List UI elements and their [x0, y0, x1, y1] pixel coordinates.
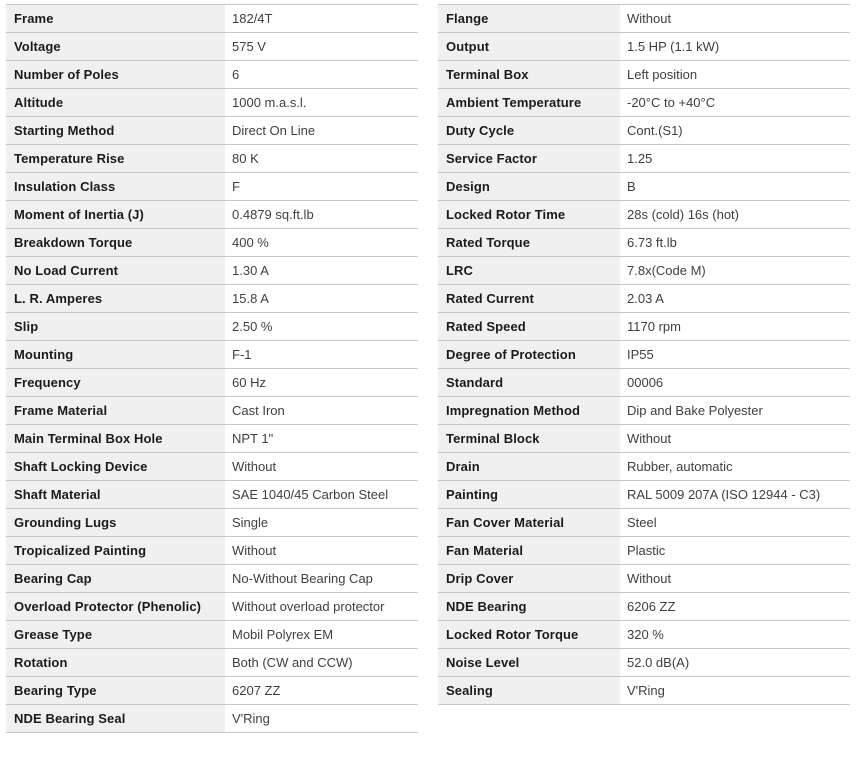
spec-value: Without	[620, 565, 850, 593]
spec-row	[438, 593, 850, 621]
spec-label: Impregnation Method	[438, 397, 620, 425]
spec-label: Number of Poles	[6, 61, 225, 89]
spec-row	[438, 61, 850, 89]
spec-label: Drain	[438, 453, 620, 481]
spec-value: Without	[620, 5, 850, 33]
spec-value: Without	[225, 453, 418, 481]
spec-row	[6, 341, 418, 369]
spec-row	[438, 117, 850, 145]
spec-label: LRC	[438, 257, 620, 285]
spec-value: 1170 rpm	[620, 313, 850, 341]
spec-label: Service Factor	[438, 145, 620, 173]
spec-row	[438, 677, 850, 705]
spec-row	[6, 453, 418, 481]
spec-label: Duty Cycle	[438, 117, 620, 145]
spec-label: Starting Method	[6, 117, 225, 145]
spec-label: L. R. Amperes	[6, 285, 225, 313]
spec-value: B	[620, 173, 850, 201]
spec-value: 0.4879 sq.ft.lb	[225, 201, 418, 229]
spec-label: Noise Level	[438, 649, 620, 677]
spec-label: Sealing	[438, 677, 620, 705]
spec-label: Rotation	[6, 649, 225, 677]
spec-value: No-Without Bearing Cap	[225, 565, 418, 593]
spec-label: Flange	[438, 5, 620, 33]
spec-value: Cont.(S1)	[620, 117, 850, 145]
spec-value: V'Ring	[225, 705, 418, 733]
spec-value: 1.25	[620, 145, 850, 173]
spec-value: 52.0 dB(A)	[620, 649, 850, 677]
spec-label: Temperature Rise	[6, 145, 225, 173]
spec-value: 60 Hz	[225, 369, 418, 397]
spec-row	[6, 229, 418, 257]
spec-row	[438, 89, 850, 117]
spec-value: 400 %	[225, 229, 418, 257]
spec-value: SAE 1040/45 Carbon Steel	[225, 481, 418, 509]
spec-value: 6207 ZZ	[225, 677, 418, 705]
spec-label: Degree of Protection	[438, 341, 620, 369]
spec-row	[6, 705, 418, 733]
spec-value: 7.8x(Code M)	[620, 257, 850, 285]
spec-row	[6, 369, 418, 397]
spec-table-left-body	[6, 5, 418, 733]
spec-row	[6, 285, 418, 313]
spec-label: Frame Material	[6, 397, 225, 425]
spec-row	[438, 5, 850, 33]
spec-value: F	[225, 173, 418, 201]
spec-label: No Load Current	[6, 257, 225, 285]
spec-label: Altitude	[6, 89, 225, 117]
spec-label: Bearing Cap	[6, 565, 225, 593]
spec-value: 182/4T	[225, 5, 418, 33]
spec-row	[6, 537, 418, 565]
spec-row	[6, 117, 418, 145]
spec-label: Frequency	[6, 369, 225, 397]
spec-value: Cast Iron	[225, 397, 418, 425]
spec-value: Without overload protector	[225, 593, 418, 621]
spec-value: Without	[620, 425, 850, 453]
spec-row	[438, 229, 850, 257]
spec-label: NDE Bearing Seal	[6, 705, 225, 733]
spec-row	[6, 61, 418, 89]
spec-value: 2.50 %	[225, 313, 418, 341]
spec-table-left	[6, 4, 418, 733]
spec-label: Locked Rotor Time	[438, 201, 620, 229]
spec-row	[438, 621, 850, 649]
spec-label: Tropicalized Painting	[6, 537, 225, 565]
spec-label: Rated Speed	[438, 313, 620, 341]
spec-value: 1.30 A	[225, 257, 418, 285]
spec-value: 28s (cold) 16s (hot)	[620, 201, 850, 229]
spec-value: 6206 ZZ	[620, 593, 850, 621]
spec-label: Main Terminal Box Hole	[6, 425, 225, 453]
spec-row	[438, 453, 850, 481]
spec-value: Left position	[620, 61, 850, 89]
spec-row	[6, 313, 418, 341]
spec-label: Moment of Inertia (J)	[6, 201, 225, 229]
spec-row	[6, 593, 418, 621]
spec-label: NDE Bearing	[438, 593, 620, 621]
spec-label: Breakdown Torque	[6, 229, 225, 257]
spec-value: F-1	[225, 341, 418, 369]
spec-row	[6, 145, 418, 173]
spec-row	[438, 565, 850, 593]
spec-label: Fan Cover Material	[438, 509, 620, 537]
spec-label: Standard	[438, 369, 620, 397]
spec-label: Terminal Block	[438, 425, 620, 453]
spec-row	[6, 397, 418, 425]
spec-row	[438, 313, 850, 341]
spec-label: Voltage	[6, 33, 225, 61]
spec-label: Terminal Box	[438, 61, 620, 89]
spec-label: Slip	[6, 313, 225, 341]
spec-value: 6	[225, 61, 418, 89]
spec-value: 575 V	[225, 33, 418, 61]
spec-value: 2.03 A	[620, 285, 850, 313]
spec-label: Shaft Material	[6, 481, 225, 509]
spec-value: Both (CW and CCW)	[225, 649, 418, 677]
spec-value: Dip and Bake Polyester	[620, 397, 850, 425]
spec-value: Steel	[620, 509, 850, 537]
spec-row	[6, 425, 418, 453]
spec-row	[6, 481, 418, 509]
spec-label: Design	[438, 173, 620, 201]
spec-row	[6, 173, 418, 201]
spec-label: Rated Torque	[438, 229, 620, 257]
spec-label: Insulation Class	[6, 173, 225, 201]
spec-value: 00006	[620, 369, 850, 397]
spec-label: Grounding Lugs	[6, 509, 225, 537]
spec-value: Mobil Polyrex EM	[225, 621, 418, 649]
spec-row	[438, 481, 850, 509]
spec-value: Plastic	[620, 537, 850, 565]
spec-label: Frame	[6, 5, 225, 33]
spec-row	[6, 621, 418, 649]
spec-value: Single	[225, 509, 418, 537]
spec-value: -20°C to +40°C	[620, 89, 850, 117]
spec-label: Locked Rotor Torque	[438, 621, 620, 649]
spec-label: Mounting	[6, 341, 225, 369]
spec-row	[438, 201, 850, 229]
spec-row	[438, 341, 850, 369]
spec-row	[6, 257, 418, 285]
spec-value: 1000 m.a.s.l.	[225, 89, 418, 117]
spec-value: 15.8 A	[225, 285, 418, 313]
spec-row	[438, 173, 850, 201]
spec-label: Painting	[438, 481, 620, 509]
spec-row	[6, 201, 418, 229]
spec-label: Drip Cover	[438, 565, 620, 593]
spec-value: NPT 1"	[225, 425, 418, 453]
spec-label: Shaft Locking Device	[6, 453, 225, 481]
spec-row	[438, 285, 850, 313]
spec-label: Overload Protector (Phenolic)	[6, 593, 225, 621]
spec-label: Rated Current	[438, 285, 620, 313]
spec-label: Ambient Temperature	[438, 89, 620, 117]
spec-row	[438, 145, 850, 173]
spec-row	[6, 565, 418, 593]
spec-row	[438, 397, 850, 425]
spec-value: 80 K	[225, 145, 418, 173]
spec-label: Fan Material	[438, 537, 620, 565]
spec-value: 320 %	[620, 621, 850, 649]
spec-row	[6, 89, 418, 117]
spec-value: V'Ring	[620, 677, 850, 705]
spec-row	[6, 649, 418, 677]
spec-row	[6, 33, 418, 61]
spec-value: Without	[225, 537, 418, 565]
spec-row	[438, 369, 850, 397]
spec-row	[438, 649, 850, 677]
spec-row	[438, 257, 850, 285]
spec-label: Output	[438, 33, 620, 61]
spec-label: Bearing Type	[6, 677, 225, 705]
spec-label: Grease Type	[6, 621, 225, 649]
spec-row	[438, 33, 850, 61]
spec-table-right-body	[438, 5, 850, 705]
spec-row	[6, 5, 418, 33]
spec-row	[438, 537, 850, 565]
spec-row	[6, 509, 418, 537]
spec-value: IP55	[620, 341, 850, 369]
spec-row	[438, 425, 850, 453]
spec-value: RAL 5009 207A (ISO 12944 - C3)	[620, 481, 850, 509]
spec-value: 6.73 ft.lb	[620, 229, 850, 257]
spec-row	[6, 677, 418, 705]
spec-row	[438, 509, 850, 537]
spec-value: Direct On Line	[225, 117, 418, 145]
spec-value: Rubber, automatic	[620, 453, 850, 481]
spec-value: 1.5 HP (1.1 kW)	[620, 33, 850, 61]
spec-table-right	[438, 4, 850, 705]
